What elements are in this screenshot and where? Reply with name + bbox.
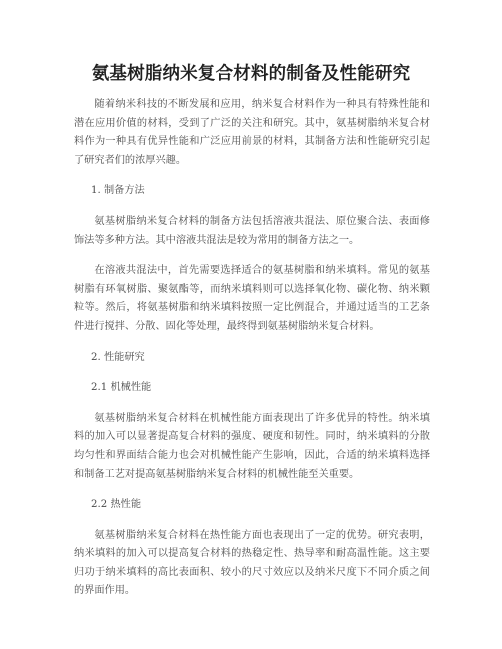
document-title: 氨基树脂纳米复合材料的制备及性能研究 <box>91 64 411 84</box>
section-heading-preparation: 1. 制备方法 <box>91 185 145 197</box>
preparation-paragraph-2: 在溶液共混法中，首先需要选择适合的氨基树脂和纳米填料。常见的氨基树脂有环氧树脂、聚氨酯等，而纳米填料则可以选择氧化物、碳化物、纳米颗粒等。然后，将氨基树脂和纳米填料按照一定比例混合，并通过适当的工艺条件进行搅拌、分散、固化等处理，最终得到氨基树脂纳米复合材料。 <box>74 265 430 332</box>
preparation-paragraph-1: 氨基树脂纳米复合材料的制备方法包括溶液共混法、原位聚合法、表面修饰法等多种方法。其中溶液共混法是较为常用的制备方法之一。 <box>74 215 430 246</box>
subsection-heading-thermal: 2.2 热性能 <box>91 499 142 511</box>
mechanical-paragraph: 氨基树脂纳米复合材料在机械性能方面表现出了许多优异的特性。纳米填料的加入可以显著提高复合材料的强度、硬度和韧性。同时，纳米填料的分散均匀性和界面结合能力也会对机械性能产生影响，因此，合适的纳米填料选择和制备工艺对提高氨基树脂纳米复合材料的机械性能至关重要。 <box>74 412 430 480</box>
thermal-paragraph: 氨基树脂纳米复合材料在热性能方面也表现出了一定的优势。研究表明，纳米填料的加入可以提高复合材料的热稳定性、热导率和耐高温性能。这主要归功于纳米填料的高比表面积、较小的尺寸效应以及纳米尺度下不同介质之间的界面作用。 <box>74 529 430 597</box>
intro-paragraph: 随着纳米科技的不断发展和应用，纳米复合材料作为一种具有特殊性能和潜在应用价值的材料，受到了广泛的关注和研究。其中，氨基树脂纳米复合材料作为一种具有优异性能和广泛应用前景的材料，其制备方法和性能研究引起了研究者们的浓厚兴趣。 <box>74 99 430 166</box>
document-body <box>74 96 430 613</box>
section-heading-performance: 2. 性能研究 <box>91 351 145 363</box>
subsection-heading-mechanical: 2.1 机械性能 <box>91 382 152 394</box>
